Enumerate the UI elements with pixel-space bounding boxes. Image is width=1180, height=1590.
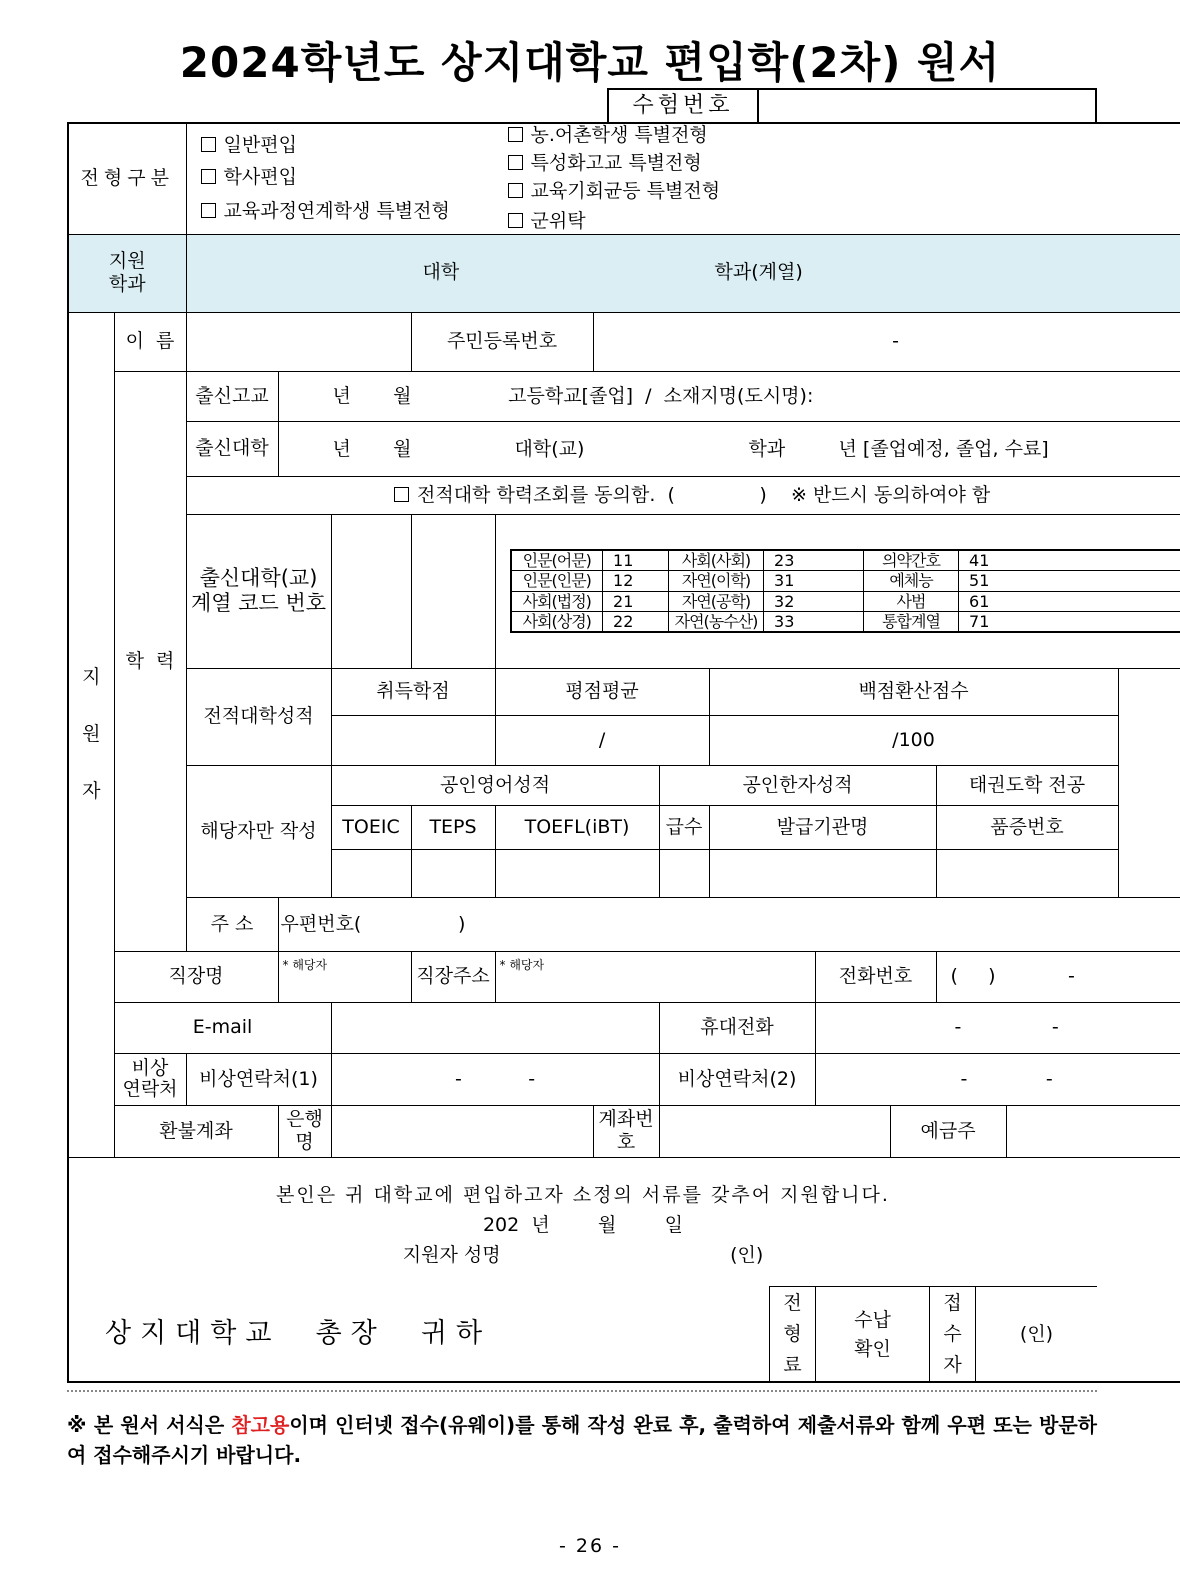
code-category: 인문(인문) <box>511 571 603 591</box>
code-category: 예체능 <box>864 571 959 591</box>
fee-label: 전 형 료 <box>770 1286 816 1383</box>
checkbox-icon[interactable] <box>201 203 216 218</box>
option-equal-opportunity[interactable]: 교육기회균등 특별전형 <box>508 180 721 203</box>
code-category: 사회(법정) <box>511 591 603 611</box>
notice-highlight: 참고용 <box>231 1413 290 1437</box>
email-field[interactable] <box>331 1002 659 1053</box>
code-value: 11 <box>603 550 669 571</box>
code-row <box>511 591 1180 611</box>
notice: ※ 본 원서 서식은 참고용이며 인터넷 접수(유웨이)를 통해 작성 완료 후, 출력하여 제출서류와 함께 우편 또는 방문하여 접수해주시기 바랍니다. <box>67 1413 1098 1467</box>
divider <box>67 1390 1097 1392</box>
rrn-label: 주민등록번호 <box>411 312 593 371</box>
toefl-field[interactable] <box>495 849 659 897</box>
code-row <box>511 611 1180 632</box>
university-label: 출신대학 <box>186 421 278 476</box>
teps-label: TEPS <box>411 805 495 849</box>
college-label: 대학 <box>422 260 460 283</box>
gpa-label: 평점평균 <box>495 668 709 715</box>
receiver-label: 접 수 자 <box>930 1286 976 1383</box>
addressee: 상지대학교 총장 귀하 <box>105 1317 492 1349</box>
poom-field[interactable] <box>936 849 1118 897</box>
option-military-commission[interactable]: 군위탁 <box>508 210 586 233</box>
code-category: 인문(어문) <box>511 550 603 571</box>
code-category: 자연(농수산) <box>669 611 764 632</box>
department-field[interactable] <box>186 234 1180 312</box>
email-label: E-mail <box>114 1002 331 1053</box>
holder-field[interactable] <box>1006 1105 1180 1157</box>
exam-number-field[interactable] <box>758 89 1096 123</box>
emergency-label: 비상 연락처 <box>114 1053 186 1105</box>
credits-field[interactable] <box>331 715 495 765</box>
page-title: 2024학년도 상지대학교 편입학(2차) 원서 <box>179 38 1001 87</box>
extra-label: 해당자만 작성 <box>186 765 331 897</box>
workplace-label: 직장명 <box>114 951 278 1002</box>
major-label: 학과(계열) <box>714 260 803 283</box>
teps-field[interactable] <box>411 849 495 897</box>
checkbox-icon[interactable] <box>201 137 216 152</box>
holder-label: 예금주 <box>890 1105 1006 1157</box>
code-value: 21 <box>603 591 669 611</box>
receiver-seal[interactable]: (인) <box>976 1286 1098 1383</box>
code-category: 사회(상경) <box>511 611 603 632</box>
checkbox-icon[interactable] <box>508 155 523 170</box>
university-field[interactable]: 년 월 대학(교) 학과 년 [졸업예정, 졸업, 수료] <box>278 421 1180 476</box>
application-form <box>67 122 1180 1383</box>
grade-field[interactable] <box>659 849 709 897</box>
score-label: 백점환산점수 <box>709 668 1118 715</box>
mobile-field[interactable]: - - <box>815 1002 1180 1053</box>
education-label: 학 력 <box>114 371 186 951</box>
poom-label: 품증번호 <box>936 805 1118 849</box>
code-value: 31 <box>764 571 864 591</box>
code-value: 71 <box>959 611 1180 632</box>
taekwondo-label: 태권도학 전공 <box>936 765 1118 805</box>
phone-field[interactable]: ( ) - <box>936 951 1180 1002</box>
grade-label: 급수 <box>659 805 709 849</box>
checkbox-icon[interactable] <box>201 169 216 184</box>
score-field[interactable]: /100 <box>709 715 1118 765</box>
bank-label: 은행명 <box>278 1105 331 1157</box>
page-number: - 26 - <box>559 1535 621 1557</box>
code-category: 통합계열 <box>864 611 959 632</box>
workplace-field[interactable]: * 해당자 <box>278 951 411 1002</box>
declaration-area <box>68 1157 1180 1382</box>
address-field[interactable]: 우편번호( ) <box>278 897 1180 951</box>
code-category: 자연(이학) <box>669 571 764 591</box>
code-value: 12 <box>603 571 669 591</box>
exam-number-label: 수험번호 <box>608 89 758 123</box>
toefl-label: TOEFL(iBT) <box>495 805 659 849</box>
account-field[interactable] <box>659 1105 890 1157</box>
code-label: 출신대학(교) 계열 코드 번호 <box>186 514 331 668</box>
declaration-text: 본인은 귀 대학교에 편입하고자 소정의 서류를 갖추어 지원합니다. <box>276 1183 890 1206</box>
checkbox-icon[interactable] <box>394 487 409 502</box>
code-row <box>511 550 1180 571</box>
high-school-label: 출신고교 <box>186 371 278 421</box>
code-category: 자연(공학) <box>669 591 764 611</box>
toeic-label: TOEIC <box>331 805 411 849</box>
code-value: 51 <box>959 571 1180 591</box>
declaration-date[interactable]: 202 년 월 일 <box>482 1213 684 1236</box>
hanja-score-label: 공인한자성적 <box>659 765 936 805</box>
bank-field[interactable] <box>331 1105 593 1157</box>
grades-label: 전적대학성적 <box>186 668 331 765</box>
address-label: 주 소 <box>186 897 278 951</box>
option-bachelor-transfer[interactable]: 학사편입 <box>201 166 297 189</box>
phone-label: 전화번호 <box>815 951 936 1002</box>
code-digit-1[interactable] <box>331 514 411 668</box>
applicant-side-label: 지 원 자 <box>68 312 114 1157</box>
code-category: 사범 <box>864 591 959 611</box>
option-rural[interactable]: 농.어촌학생 특별전형 <box>508 124 708 147</box>
code-category: 의약간호 <box>864 550 959 571</box>
applicant-signature[interactable]: 지원자 성명 (인) <box>402 1243 764 1266</box>
code-digit-2[interactable] <box>411 514 495 668</box>
account-label: 계좌번호 <box>593 1105 659 1157</box>
code-table-cell <box>495 514 1180 668</box>
exam-number-box <box>607 88 1097 124</box>
code-row <box>511 571 1180 591</box>
issuer-field[interactable] <box>709 849 936 897</box>
admission-type-label: 전형구분 <box>68 123 186 234</box>
code-table <box>510 549 1180 633</box>
emergency1-field[interactable]: - - <box>331 1053 659 1105</box>
emergency2-field[interactable]: - - <box>815 1053 1180 1105</box>
gpa-field[interactable]: / <box>495 715 709 765</box>
issuer-label: 발급기관명 <box>709 805 936 849</box>
department-label: 지원 학과 <box>68 234 186 312</box>
name-field[interactable] <box>186 312 411 371</box>
checkbox-icon[interactable] <box>508 183 523 198</box>
mobile-label: 휴대전화 <box>659 1002 815 1053</box>
rrn-field[interactable]: - <box>593 312 1180 371</box>
consent-row[interactable]: 전적대학 학력조회를 동의함. ( ) ※ 반드시 동의하여야 함 <box>186 476 1180 514</box>
toeic-field[interactable] <box>331 849 411 897</box>
work-address-field[interactable]: * 해당자 <box>495 951 815 1002</box>
office-use-table <box>769 1286 1097 1383</box>
payment-check: 수납 확인 <box>816 1286 930 1383</box>
checkbox-icon[interactable] <box>508 127 523 142</box>
code-value: 41 <box>959 550 1180 571</box>
english-score-label: 공인영어성적 <box>331 765 659 805</box>
code-category: 사회(사회) <box>669 550 764 571</box>
code-value: 61 <box>959 591 1180 611</box>
checkbox-icon[interactable] <box>508 213 523 228</box>
admission-type-options <box>186 123 1180 234</box>
emergency2-label: 비상연락처(2) <box>659 1053 815 1105</box>
name-label: 이 름 <box>114 312 186 371</box>
code-value: 33 <box>764 611 864 632</box>
option-general-transfer[interactable]: 일반편입 <box>201 134 297 157</box>
code-value: 22 <box>603 611 669 632</box>
emergency1-label: 비상연락처(1) <box>186 1053 331 1105</box>
option-specialized-hs[interactable]: 특성화고교 특별전형 <box>508 152 702 175</box>
code-value: 23 <box>764 550 864 571</box>
code-value: 32 <box>764 591 864 611</box>
refund-label: 환불계좌 <box>114 1105 278 1157</box>
work-address-label: 직장주소 <box>411 951 495 1002</box>
option-curriculum-linked[interactable]: 교육과정연계학생 특별전형 <box>201 200 450 223</box>
credits-label: 취득학점 <box>331 668 495 715</box>
high-school-field[interactable]: 년 월 고등학교[졸업] / 소재지명(도시명): <box>278 371 1180 421</box>
